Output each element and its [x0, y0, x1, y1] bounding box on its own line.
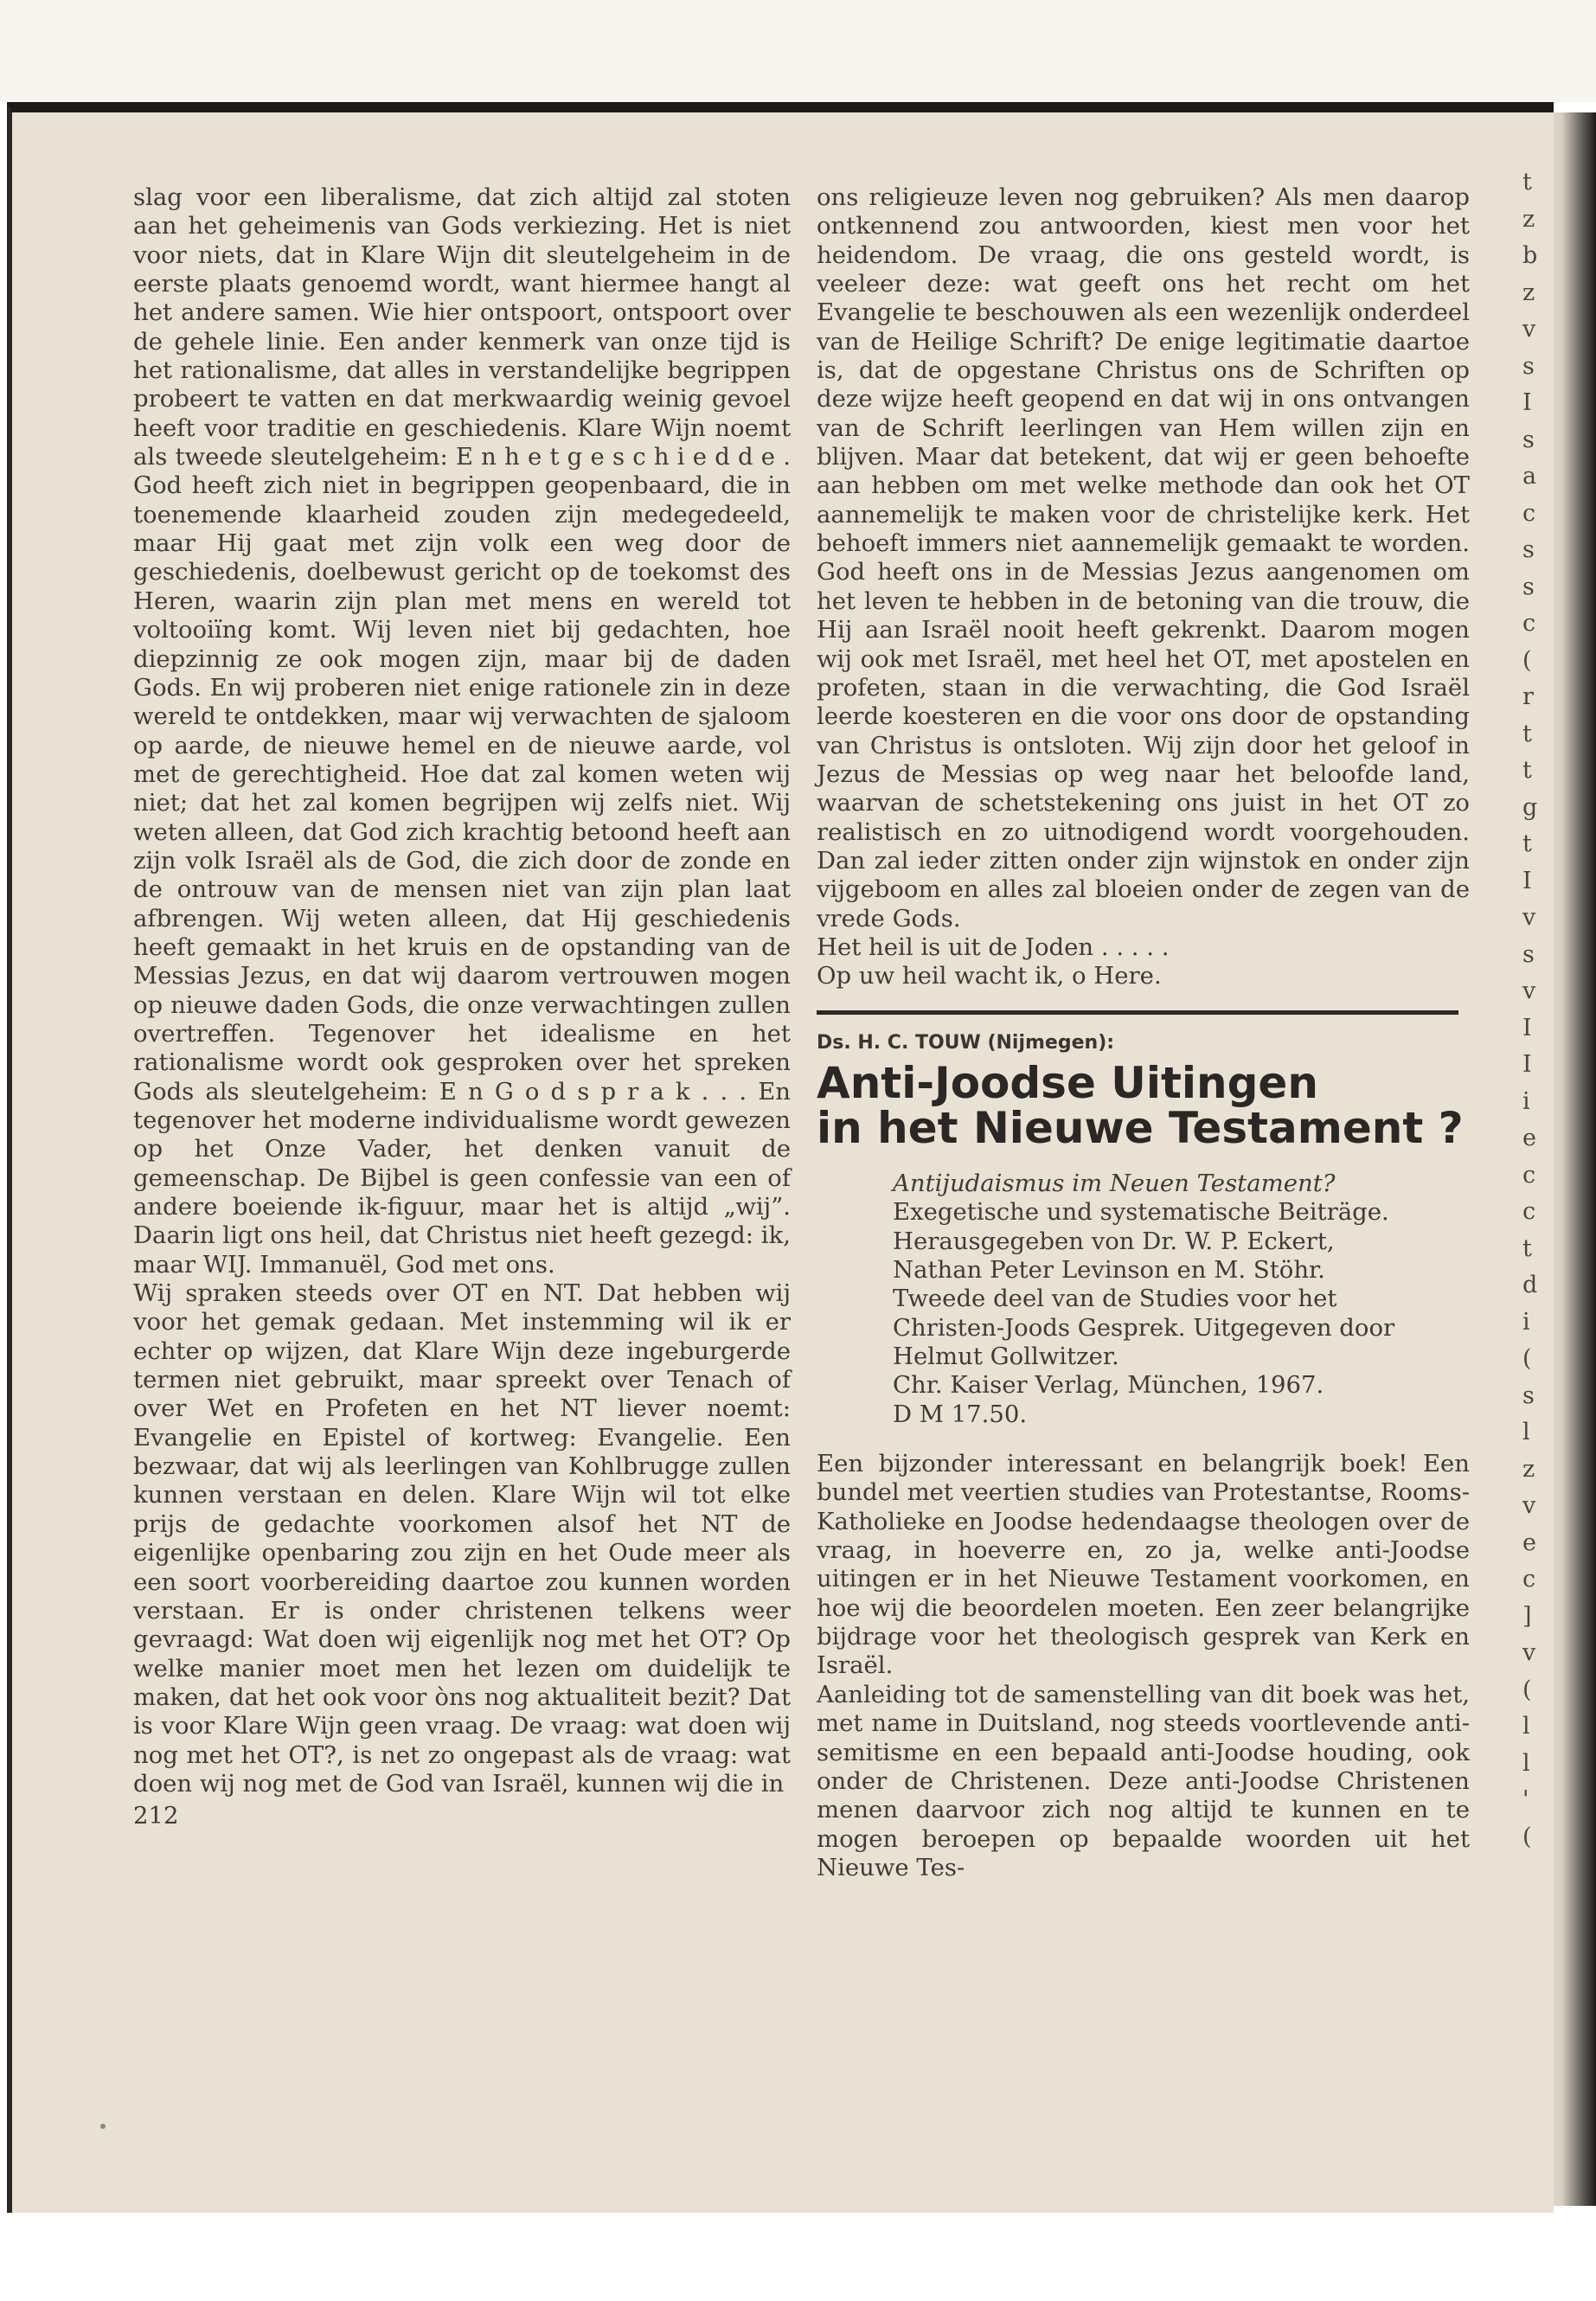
book-reference — [817, 1170, 1470, 1429]
verse-line: Op uw heil wacht ik, o Here. — [817, 962, 1162, 990]
edge-letter: v — [1522, 1492, 1536, 1519]
edge-letter: I — [1522, 389, 1532, 416]
paragraph: Aanleiding tot de samenstelling van dit boek was het, met name in Duitsland, nog steeds voortlevende anti-semitisme en een bepaald anti-Joodse houding, ook onder de Christenen. Deze anti-Joodse Christenen menen daarvoor zich nog altijd te kunnen en te mogen beroepen op bepaalde woorden uit het Nieuwe Tes- — [817, 1680, 1470, 1881]
edge-letter: z — [1522, 1455, 1535, 1483]
section-divider — [817, 1010, 1458, 1015]
book-detail: Chr. Kaiser Verlag, München, 1967. — [893, 1371, 1324, 1400]
edge-letter: I — [1522, 867, 1532, 894]
edge-letter: I — [1522, 1051, 1532, 1078]
book-detail: Tweede deel van de Studies voor het — [893, 1285, 1337, 1313]
book-detail: Christen-Joods Gesprek. Uitgegeven door — [893, 1313, 1395, 1342]
edge-letter: i — [1522, 1308, 1530, 1336]
headline-line: in het Nieuwe Testament ? — [817, 1102, 1464, 1153]
edge-letter: r — [1522, 683, 1534, 710]
edge-letter: t — [1522, 757, 1532, 784]
margin-dot — [100, 2124, 106, 2129]
edge-letter: v — [1522, 977, 1536, 1004]
paragraph: ons religieuze leven nog gebruiken? Als men daarop ontkennend zou antwoorden, kiest men voor het heidendom. De vraag, die ons gesteld wordt, is veeleer deze: wat geeft ons het recht om het Evangelie te beschouwen als een wezenlijk onderdeel van de Heilige Schrift? De enige legitimatie daartoe is, dat de opgestane Christus ons de Schriften op deze wijze heeft geopend en dat wij in ons ontvangen van de Schrift leerlingen van Hem willen zijn en blijven. Maar dat betekent, dat wij er geen behoefte aan hebben om met welke methode dan ook het OT aannemelijk te maken voor de christelijke kerk. Het behoeft immers niet aannemelijk gemaakt te worden. God heeft ons in de Messias Jezus aangenomen om het leven te hebben in de betoning van die trouw, die Hij aan Israël nooit heeft gekrenkt. Daarom mogen wij ook met Israël, met heel het OT, met apostelen en profeten, staan in die verwachting, die God Israël leerde koesteren en die voor ons door de opstanding van Christus is ontsloten. Wij zijn door het geloof in Jezus de Messias op weg naar het beloofde land, waarvan de schetstekening ons juist in het OT zo realistisch en zo uitnodigend wordt voorgehouden. Dan zal ieder zitten onder zijn wijnstok en onder zijn vijgeboom en alles zal bloeien onder de zegen van de vrede Gods. — [817, 183, 1470, 933]
edge-letter: s — [1522, 1381, 1535, 1409]
edge-letter: s — [1522, 352, 1535, 380]
edge-letter: c — [1522, 610, 1536, 637]
edge-letter: c — [1522, 1198, 1536, 1225]
article-byline: Ds. H. C. TOUW (Nijmegen): — [817, 1031, 1115, 1054]
right-column — [817, 183, 1470, 1882]
edge-letter: v — [1522, 904, 1536, 931]
edge-letter: s — [1522, 536, 1535, 563]
paragraph: Een bijzonder interessant en belangrijk boek! Een bundel met veertien studies van Protestantse, Rooms-Katholieke en Joodse hedendaagse theologen over de vraag, in hoeverre en, zo ja, welke anti-Joodse uitingen er in het Nieuwe Testament voorkomen, en hoe wij die beoordelen moeten. Een zeer belangrijke bijdrage voor het theologisch gesprek van Kerk en Israël. — [817, 1450, 1470, 1680]
edge-letter: v — [1522, 1639, 1536, 1666]
edge-letter: ( — [1522, 646, 1532, 674]
edge-letter: l — [1522, 1749, 1530, 1777]
scan-background — [0, 0, 1596, 102]
page-number: 212 — [133, 1802, 179, 1830]
book-detail: Exegetische und systematische Beiträge. — [893, 1198, 1389, 1227]
paragraph: slag voor een liberalisme, dat zich altijd zal stoten aan het geheimenis van Gods verkiezing. Het is niet voor niets, dat in Klare Wijn dit sleutelgeheim in de eerste plaats genoemd wordt, want hiermee hangt al het andere samen. Wie hier ontspoort, ontspoort over de gehele linie. Een ander kenmerk van onze tijd is het rationalisme, dat alles in verstandelijke begrippen probeert te vatten en dat merkwaardig weinig gevoel heeft voor traditie en geschiedenis. Klare Wijn noemt als tweede sleutelgeheim: E n h e t g e s c h i e d d e . God heeft zich niet in begrippen geopenbaard, die in toenemende klaarheid zouden zijn medegedeeld, maar Hij gaat met zijn volk een weg door de geschiedenis, doelbewust gericht op de toekomst des Heren, waarin zijn plan met mens en wereld tot voltooiïng komt. Wij leven niet bij gedachten, hoe diepzinnig ze ook mogen zijn, maar bij de daden Gods. En wij proberen niet enige rationele zin in deze wereld te ontdekken, maar wij verwachten de sjaloom op aarde, de nieuwe hemel en de nieuwe aarde, vol met de gerechtigheid. Hoe dat zal komen weten wij niet; dat het zal komen begrijpen wij zelfs niet. Wij weten alleen, dat God zich krachtig betoond heeft aan zijn volk Israël als de God, die zich door de zonde en de ontrouw van de mensen niet van zijn plan laat afbrengen. Wij weten alleen, dat Hij geschiedenis heeft gemaakt in het kruis en de opstanding van de Messias Jezus, en dat wij daarom vertrouwen mogen op nieuwe daden Gods, die onze verwachtingen zullen overtreffen. Tegenover het idealisme en het rationalisme wordt ook gesproken over het spreken Gods als sleutelgeheim: E n G o d s p r a k . . . En tegenover het moderne individualisme wordt gewezen op het Onze Vader, het denken vanuit de gemeenschap. De Bijbel is geen confessie van een of andere boeiende ik-figuur, maar het is altijd „wij”. Daarin ligt ons heil, dat Christus niet heeft gezegd: ik, maar WIJ. Immanuël, God met ons. — [133, 183, 791, 1279]
edge-letter: z — [1522, 279, 1535, 306]
edge-letter: e — [1522, 1125, 1536, 1151]
book-detail: Herausgegeben von Dr. W. P. Eckert, — [893, 1227, 1335, 1255]
edge-letter: a — [1522, 463, 1537, 490]
edge-letter: c — [1522, 1161, 1536, 1189]
edge-letter: t — [1522, 830, 1532, 857]
edge-letter: s — [1522, 426, 1535, 453]
edge-letter: i — [1522, 1087, 1530, 1115]
left-column — [133, 183, 791, 1831]
edge-letter: ( — [1522, 1823, 1532, 1850]
edge-letter: v — [1522, 316, 1536, 343]
edge-letter: l — [1522, 1419, 1530, 1445]
article-headline — [817, 1057, 1470, 1153]
edge-letter: ' — [1522, 1786, 1529, 1813]
edge-letter: c — [1522, 1566, 1536, 1593]
headline-line: Anti-Joodse Uitingen — [817, 1057, 1318, 1108]
edge-letter: d — [1522, 1272, 1538, 1298]
edge-letter: b — [1522, 242, 1538, 269]
edge-letter: l — [1522, 1713, 1530, 1740]
paragraph: Wij spraken steeds over OT en NT. Dat hebben wij voor het gemak gedaan. Met instemming wil ik er echter op wijzen, dat Klare Wijn deze ingeburgerde termen niet gebruikt, maar spreekt over Tenach of over Wet en Profeten en het NT liever noemt: Evangelie en Epistel of kortweg: Evangelie. Een bezwaar, dat wij als leerlingen van Kohlbrugge zullen kunnen verstaan en delen. Klare Wijn wil tot elke prijs de gedachte voorkomen alsof het NT de eigenlijke openbaring zou zijn en het Oude meer als een soort voorbereiding daartoe zou kunnen worden verstaan. Er is onder christenen telkens weer gevraagd: Wat doen wij eigenlijk nog met het OT? Op welke manier moet men het lezen om duidelijk te maken, dat het ook voor òns nog aktualiteit bezit? Dat is voor Klare Wijn geen vraag. De vraag: wat doen wij nog met het OT?, is net zo ongepast als de vraag: wat doen wij nog met de God van Israël, kunnen wij die in — [133, 1279, 791, 1798]
book-page — [7, 102, 1554, 2213]
edge-letter: s — [1522, 573, 1535, 600]
book-detail: D M 17.50. — [893, 1400, 1028, 1428]
edge-letter: I — [1522, 1014, 1532, 1042]
edge-letter: ( — [1522, 1345, 1532, 1372]
book-detail: Nathan Peter Levinson en M. Stöhr. — [893, 1256, 1325, 1284]
book-title: Antijudaismus im Neuen Testament? — [893, 1169, 1336, 1197]
verse-line: Het heil is uit de Joden . . . . . — [817, 933, 1170, 961]
edge-letter: g — [1522, 793, 1538, 821]
edge-letter: s — [1522, 940, 1535, 968]
edge-letter: ( — [1522, 1676, 1532, 1703]
edge-letter: t — [1522, 1234, 1532, 1262]
edge-letter: t — [1522, 720, 1532, 747]
edge-letter: t — [1522, 169, 1532, 195]
edge-letter: z — [1522, 205, 1535, 233]
edge-letter: e — [1522, 1529, 1536, 1556]
facing-page-edge-letters — [1522, 164, 1557, 1856]
book-detail: Helmut Gollwitzer. — [893, 1343, 1119, 1371]
edge-letter: ] — [1522, 1602, 1532, 1630]
edge-letter: c — [1522, 499, 1536, 527]
